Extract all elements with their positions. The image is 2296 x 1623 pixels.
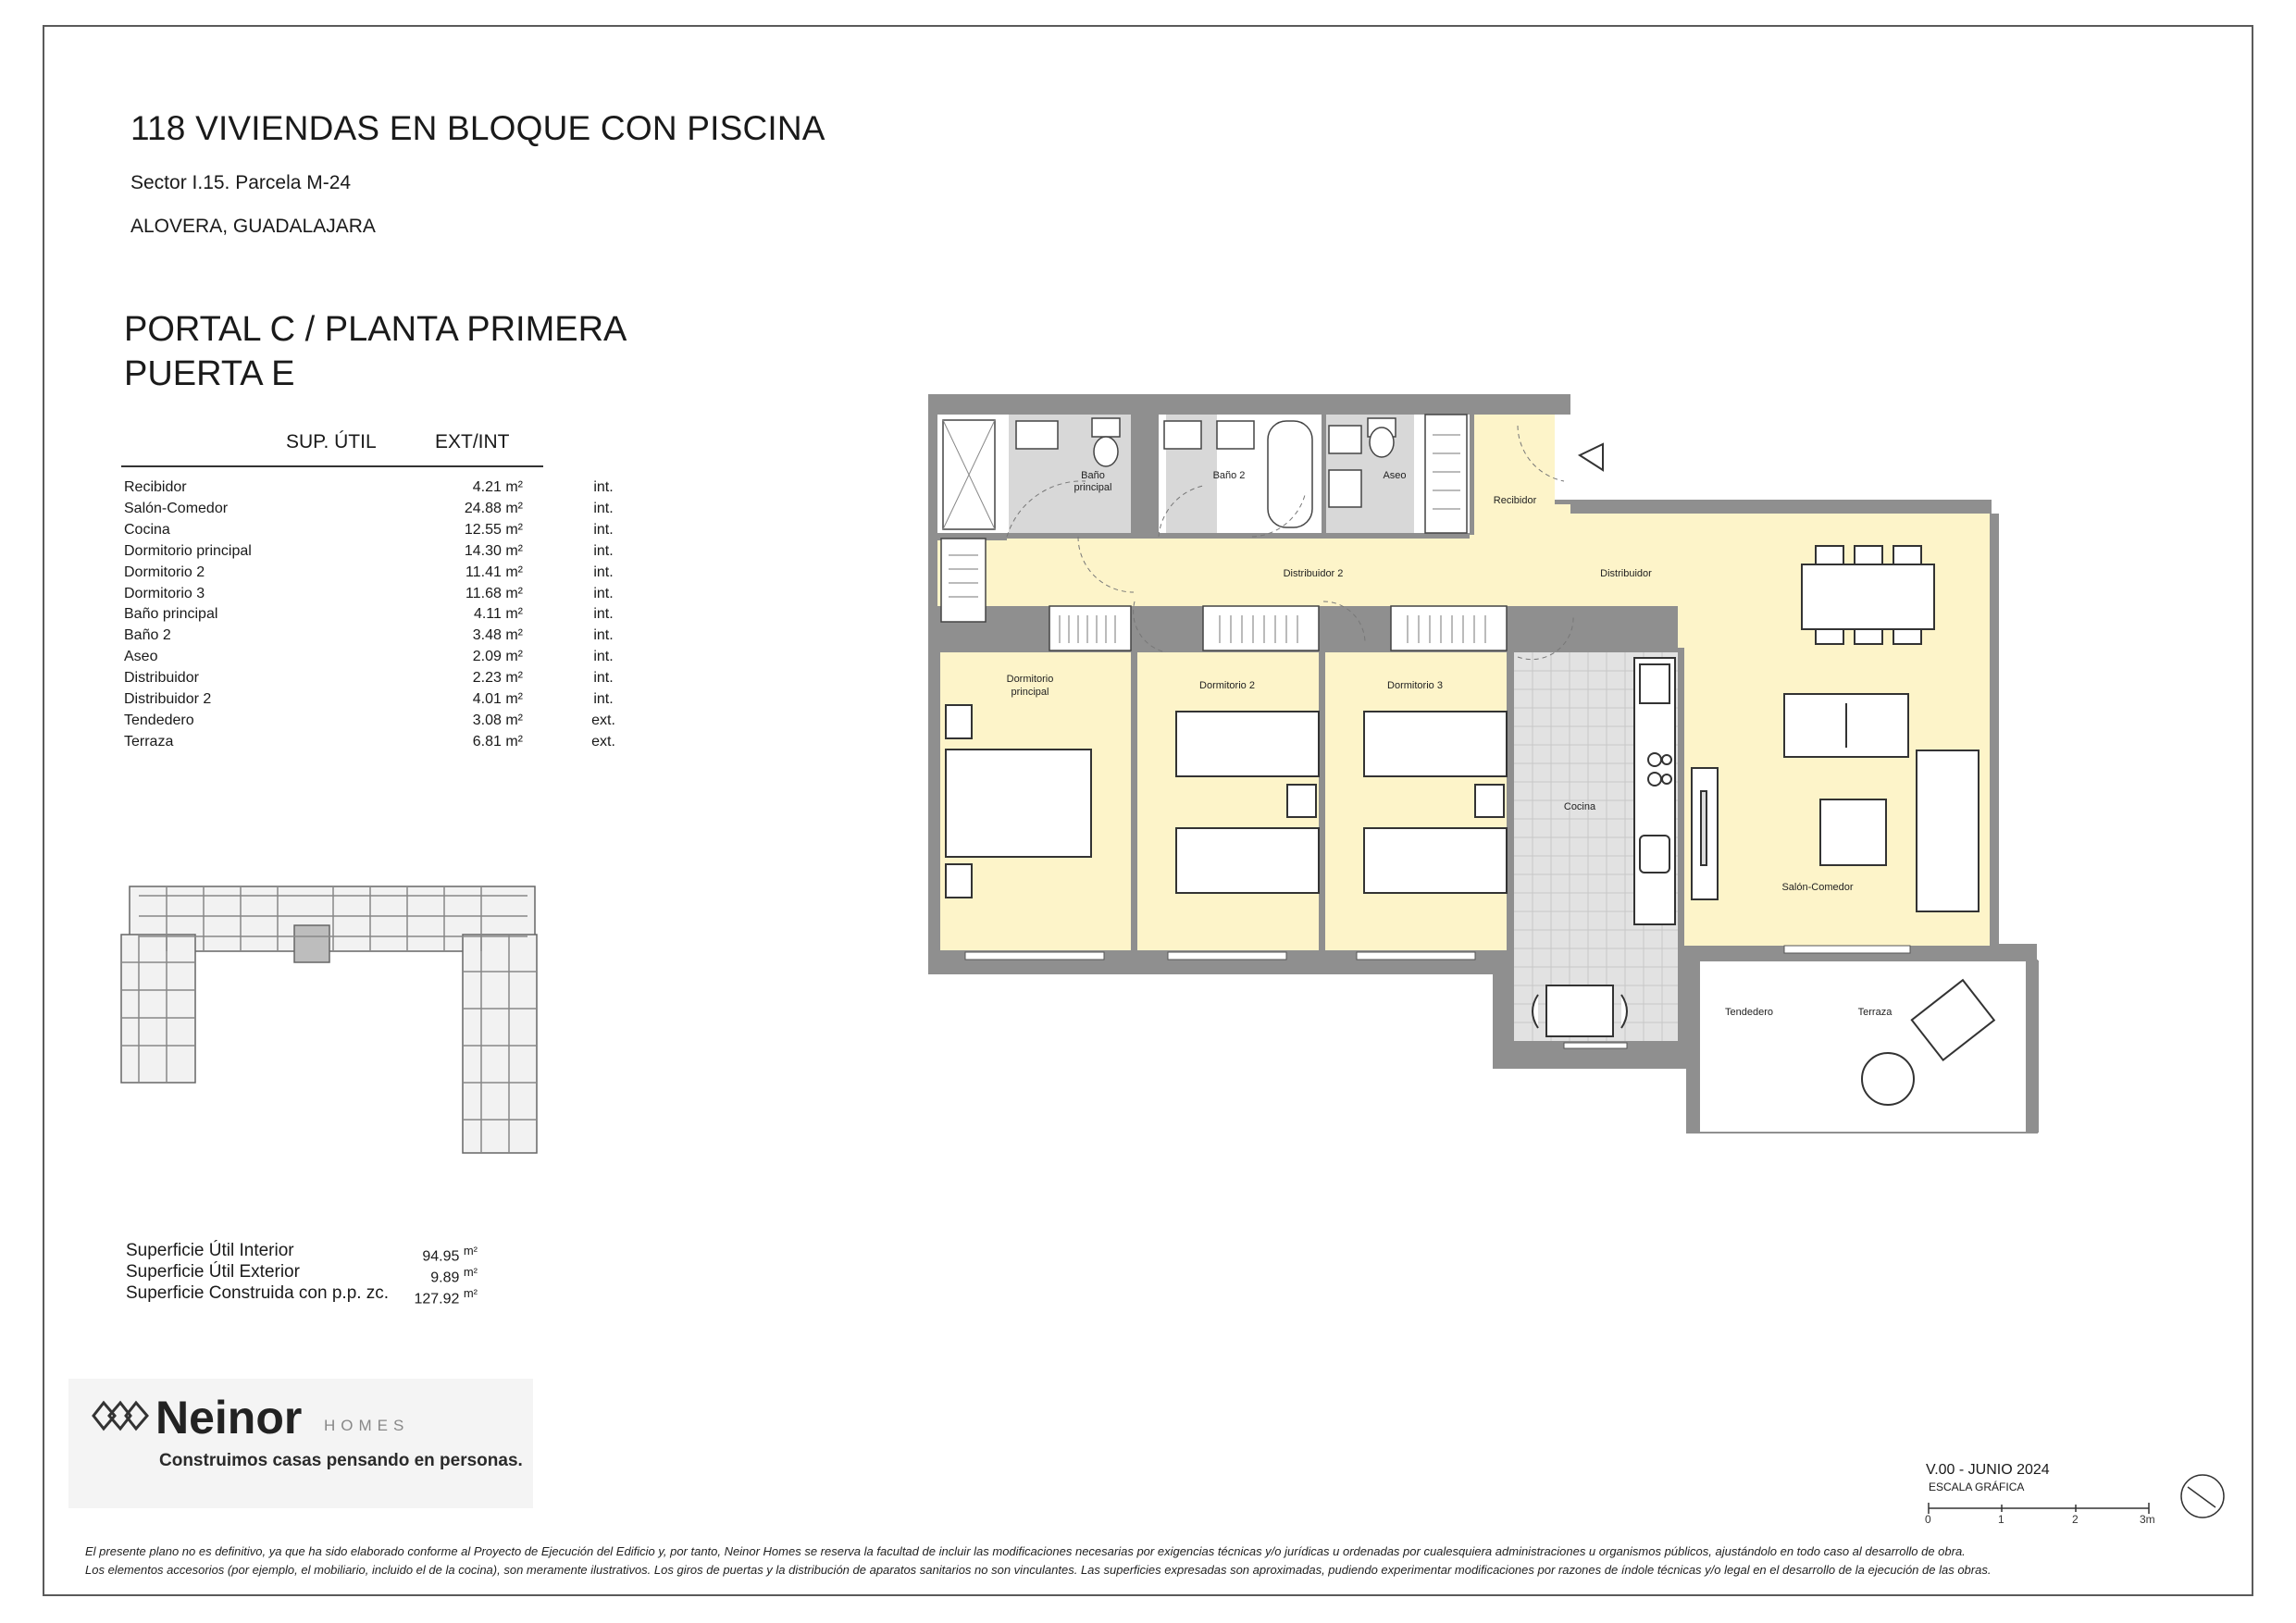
logo-tagline: Construimos casas pensando en personas. — [159, 1451, 523, 1470]
summary-label: Superficie Útil Interior — [126, 1241, 294, 1260]
room-name: Distribuidor — [124, 670, 199, 687]
room-name: Baño 2 — [124, 627, 171, 644]
room-type: int. — [593, 691, 614, 708]
room-type: int. — [593, 649, 614, 665]
scale-tick: 2 — [2072, 1513, 2079, 1526]
room-area: 3.48 m² — [472, 627, 523, 644]
disclaimer — [85, 1542, 1991, 1580]
label-distribuidor2: Distribuidor 2 — [1283, 568, 1344, 579]
col-header-surface: SUP. ÚTIL — [286, 431, 377, 452]
scale-bar — [1929, 1503, 2149, 1514]
room-type: int. — [593, 606, 614, 623]
room-area: 14.30 m² — [464, 542, 523, 559]
room-area: 3.08 m² — [472, 712, 523, 728]
room-type: ext. — [591, 733, 615, 750]
label-tendedero: Tendedero — [1725, 1007, 1773, 1018]
room-type: int. — [593, 564, 614, 580]
room-name: Terraza — [124, 733, 174, 750]
room-area: 4.01 m² — [472, 691, 523, 708]
room-type: int. — [593, 521, 614, 538]
label-bano2: Baño 2 — [1212, 470, 1246, 481]
disclaimer-line-2: Los elementos accesorios (por ejemplo, el mobiliario, incluido el de la cocina), son meramente ilustrativos. Los giros de puertas y la distribución de aparatos sanitarios no son vinculantes. Las superficies expresadas son aproximadas, pudiendo experimentar modificaciones por razones de índole técnicas y/o legal en el desarrollo de la ejecución de las obras. — [85, 1563, 1992, 1577]
room-type: int. — [593, 479, 614, 495]
room-type: int. — [593, 627, 614, 644]
room-name: Dormitorio 2 — [124, 564, 205, 580]
label-bano-principal: Baño — [1081, 470, 1105, 481]
summary-value: 94.95 $^{m^2}$ — [422, 1244, 478, 1265]
portal-line-1: PORTAL C / PLANTA PRIMERA — [124, 310, 627, 349]
room-area: 6.81 m² — [472, 733, 523, 750]
room-name: Salón-Comedor — [124, 500, 229, 516]
summary-value: 127.92 $^{m^2}$ — [414, 1286, 478, 1307]
portal-line-2: PUERTA E — [124, 354, 295, 393]
label-dorm3: Dormitorio 3 — [1387, 680, 1443, 691]
room-type: ext. — [591, 712, 615, 728]
label-distribuidor: Distribuidor — [1600, 568, 1652, 579]
room-name: Cocina — [124, 521, 170, 538]
room-name: Recibidor — [124, 479, 187, 495]
room-area: 2.23 m² — [472, 670, 523, 687]
summary-label: Superficie Construida con p.p. zc. — [126, 1283, 390, 1303]
disclaimer-line-1: El presente plano no es definitivo, ya que ha sido elaborado conforme al Proyecto de Ejecución del Edificio y, por tanto, Neinor Homes se reserva la facultad de incluir las modificaciones necesarias por exigencias técnicas y/o jurídicas u ordenadas por cualesquiera administraciones u organismos públicos, ajustándolo en todo caso al desarrollo de obra. — [85, 1544, 1966, 1558]
room-type: int. — [593, 585, 614, 601]
entrance-arrow-icon — [1580, 444, 1603, 470]
project-title: 118 VIVIENDAS EN BLOQUE CON PISCINA — [130, 109, 825, 147]
label-bano-principal-2: principal — [1074, 482, 1112, 493]
logo-homes: HOMES — [324, 1417, 410, 1434]
room-name: Tendedero — [124, 712, 194, 728]
room-name: Aseo — [124, 649, 158, 665]
room-area: 4.11 m² — [473, 606, 523, 623]
key-plan — [121, 886, 537, 1153]
room-name: Dormitorio principal — [124, 542, 252, 559]
summary-value: 9.89 $^{m^2}$ — [430, 1265, 478, 1286]
label-cocina: Cocina — [1563, 801, 1596, 812]
label-dorm-principal: Dormitorio — [1006, 674, 1054, 685]
terrace-area — [1687, 960, 2037, 1133]
room-area: 2.09 m² — [472, 649, 523, 665]
label-recibidor: Recibidor — [1493, 495, 1537, 506]
room-type: int. — [593, 542, 614, 559]
room-area: 11.68 m² — [465, 585, 523, 601]
scale-caption: ESCALA GRÁFICA — [1929, 1481, 2025, 1493]
scale-tick: 0 — [1925, 1513, 1931, 1526]
label-terraza: Terraza — [1857, 1007, 1893, 1018]
label-dorm2: Dormitorio 2 — [1199, 680, 1255, 691]
label-salon: Salón-Comedor — [1781, 882, 1854, 893]
room-type: int. — [593, 670, 614, 687]
summary-label: Superficie Útil Exterior — [126, 1262, 300, 1282]
label-aseo: Aseo — [1383, 470, 1407, 481]
room-area: 11.41 m² — [465, 564, 523, 580]
room-name: Distribuidor 2 — [124, 691, 212, 708]
col-header-type: EXT/INT — [435, 431, 510, 452]
location-text: ALOVERA, GUADALAJARA — [130, 216, 376, 237]
scale-tick: 1 — [1998, 1513, 2004, 1526]
room-area: 12.55 m² — [464, 521, 523, 538]
room-name: Baño principal — [124, 606, 218, 623]
logo-wordmark: Neinor — [155, 1392, 303, 1443]
north-arrow-icon — [2181, 1475, 2224, 1518]
room-area: 4.21 m² — [472, 479, 523, 495]
room-name: Dormitorio 3 — [124, 585, 205, 601]
room-type: int. — [593, 500, 614, 516]
label-dorm-principal-2: principal — [1011, 687, 1049, 698]
room-area: 24.88 m² — [464, 500, 523, 516]
version-text: V.00 - JUNIO 2024 — [1926, 1462, 2050, 1478]
scale-tick: 3m — [2140, 1513, 2155, 1526]
sector-text: Sector I.15. Parcela M-24 — [130, 172, 352, 193]
